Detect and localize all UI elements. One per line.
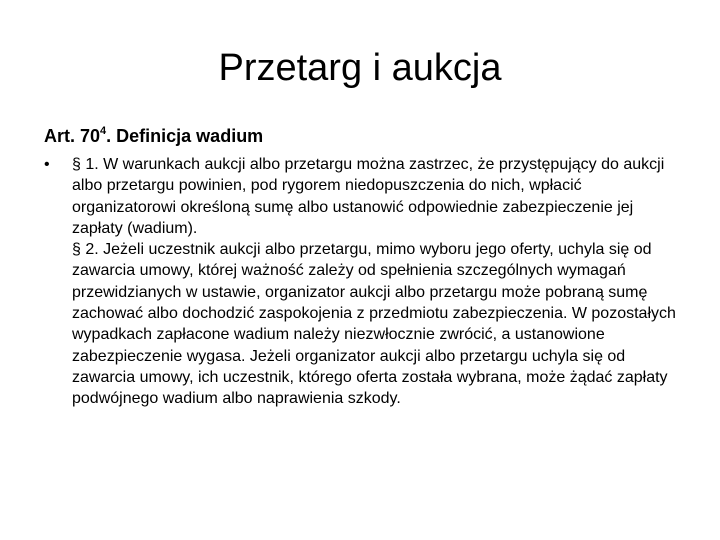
- paragraph-1: § 1. W warunkach aukcji albo przetargu można zastrzec, że przystępujący do aukcji albo przetargu powinien, pod rygorem niedopuszczenia do nich, wpłacić organizatorowi określoną sumę albo ustanowić odpowiednie zabezpieczenie jej zapłaty (wadium).: [72, 156, 665, 237]
- paragraph-2: § 2. Jeżeli uczestnik aukcji albo przetargu, mimo wyboru jego oferty, uchyla się od zawarcia umowy, której ważność zależy od spełnienia szczególnych wymagań przewidzianych w ustawie, organizator aukcji albo przetargu może pobraną sumę zachować albo dochodzić zaspokojenia z przedmiotu zabezpieczenia. W pozostałych wypadkach zapłacone wadium należy niezwłocznie zwrócić, a ustanowione zabezpieczenie wygasa. Jeżeli organizator aukcji albo przetargu uchyla się od zawarcia umowy, ich uczestnik, którego oferta została wybrana, może żądać zapłaty podwójnego wadium albo naprawienia szkody.: [72, 241, 676, 408]
- slide-title: Przetarg i aukcja: [218, 47, 502, 89]
- bullet-text: [72, 154, 684, 410]
- slide-body: [44, 124, 684, 410]
- bullet-marker: •: [44, 156, 50, 173]
- article-heading-superscript: 4: [100, 125, 107, 137]
- article-heading: [44, 124, 684, 148]
- article-heading-prefix: Art. 70: [44, 126, 101, 146]
- bullet-item: [44, 154, 684, 410]
- article-heading-suffix: . Definicja wadium: [106, 126, 264, 146]
